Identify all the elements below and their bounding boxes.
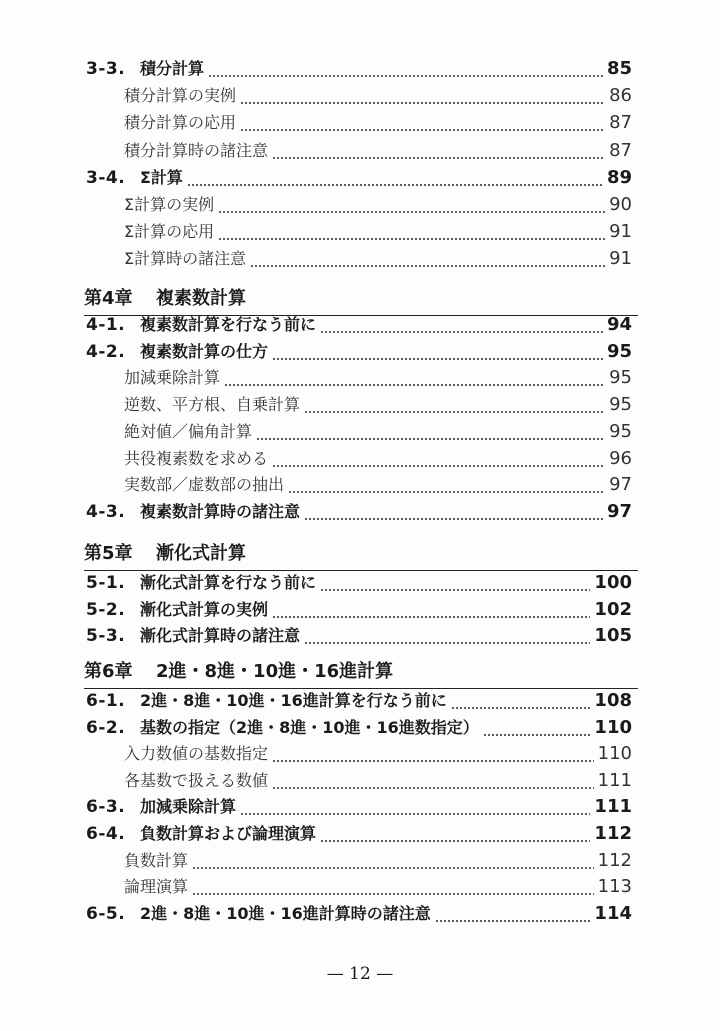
toc-entry xyxy=(0,392,720,418)
entry-title: 複素数計算の仕方 xyxy=(140,341,269,361)
toc-entry xyxy=(0,56,720,82)
leader-dots xyxy=(256,423,605,441)
leader-dots xyxy=(240,798,590,816)
entry-page-number: 100 xyxy=(594,572,632,593)
entry-page-number: 87 xyxy=(609,139,632,161)
toc-entry xyxy=(0,499,720,525)
page-number-footer: — 12 — xyxy=(326,964,394,984)
entry-title: 加減乗除計算 xyxy=(124,368,221,388)
entry-title: 積分計算時の諸注意 xyxy=(124,140,269,160)
leader-dots xyxy=(304,396,605,414)
leader-dots xyxy=(272,601,590,619)
leader-dots xyxy=(272,142,605,160)
toc-entry xyxy=(0,83,720,109)
leader-dots xyxy=(304,627,590,645)
chapter-label: 第5章 xyxy=(84,543,133,564)
leader-dots xyxy=(192,852,594,870)
chapter-title: 複素数計算 xyxy=(156,288,246,309)
leader-dots xyxy=(208,60,603,78)
toc-entry xyxy=(0,312,720,338)
leader-dots xyxy=(250,250,605,268)
toc-entry xyxy=(0,419,720,445)
leader-dots xyxy=(218,196,605,214)
entry-page-number: 91 xyxy=(609,221,632,243)
entry-title: 共役複素数を求める xyxy=(124,448,269,468)
leader-dots xyxy=(224,369,605,387)
entry-title: 漸化式計算の実例 xyxy=(140,599,269,619)
entry-number: 5-2. xyxy=(86,599,126,620)
entry-title: 漸化式計算を行なう前に xyxy=(140,573,317,592)
leader-dots xyxy=(192,878,594,896)
entry-page-number: 95 xyxy=(609,367,632,389)
chapter-title: 漸化式計算 xyxy=(156,543,246,564)
toc-entry xyxy=(0,339,720,365)
leader-dots xyxy=(320,316,603,334)
leader-dots xyxy=(272,450,605,468)
toc-entry xyxy=(0,110,720,136)
entry-page-number: 89 xyxy=(606,166,632,188)
toc-entry xyxy=(0,901,720,927)
entry-title: 積分計算の応用 xyxy=(124,113,237,133)
toc-entry xyxy=(0,768,720,794)
entry-page-number: 96 xyxy=(609,447,632,469)
entry-title: Σ計算の実例 xyxy=(124,195,215,214)
entry-title: 2進・8進・10進・16進計算を行なう前に xyxy=(140,691,447,710)
toc-entry xyxy=(0,138,720,164)
leader-dots xyxy=(272,745,594,763)
entry-page-number: 95 xyxy=(609,394,632,416)
leader-dots xyxy=(187,169,603,187)
entry-title: 積分計算の実例 xyxy=(124,86,237,106)
entry-title: Σ計算 xyxy=(140,167,183,187)
entry-page-number: 112 xyxy=(597,849,632,871)
toc-entry xyxy=(0,597,720,623)
entry-title: 各基数で扱える数値 xyxy=(124,770,269,790)
leader-dots xyxy=(272,343,603,361)
entry-title: 逆数、平方根、自乗計算 xyxy=(124,395,301,415)
entry-page-number: 108 xyxy=(594,690,632,711)
leader-dots xyxy=(435,905,590,923)
entry-title: 複素数計算時の諸注意 xyxy=(140,501,301,521)
entry-page-number: 91 xyxy=(609,248,632,270)
entry-page-number: 110 xyxy=(594,716,632,738)
entry-number: 6-4. xyxy=(86,824,126,844)
entry-number: 4-3. xyxy=(86,501,126,522)
entry-page-number: 95 xyxy=(609,420,632,442)
toc-entry xyxy=(0,688,720,714)
entry-page-number: 86 xyxy=(609,85,632,107)
entry-page-number: 111 xyxy=(597,769,632,791)
toc-entry xyxy=(0,741,720,767)
entry-page-number: 97 xyxy=(606,500,632,522)
leader-dots xyxy=(288,476,605,494)
leader-dots xyxy=(320,574,590,592)
entry-page-number: 110 xyxy=(597,743,632,765)
entry-number: 6-3. xyxy=(86,797,126,818)
entry-number: 4-1. xyxy=(86,315,126,335)
entry-title: 論理演算 xyxy=(124,877,189,897)
leader-dots xyxy=(240,114,605,132)
entry-title: 負数計算 xyxy=(124,850,189,870)
toc-entry xyxy=(0,219,720,245)
chapter-label: 第6章 xyxy=(84,661,133,682)
entry-page-number: 85 xyxy=(606,58,632,79)
toc-entry xyxy=(0,365,720,391)
entry-number: 4-2. xyxy=(86,341,126,362)
entry-title: 2進・8進・10進・16進計算時の諸注意 xyxy=(140,903,431,923)
leader-dots xyxy=(272,772,594,790)
entry-title: 絶対値／偏角計算 xyxy=(124,421,253,441)
entry-page-number: 87 xyxy=(609,112,632,134)
entry-number: 6-2. xyxy=(86,717,126,738)
chapter-title: 2進・8進・10進・16進計算 xyxy=(156,661,394,682)
entry-title: 漸化式計算時の諸注意 xyxy=(140,626,301,645)
leader-dots xyxy=(304,503,603,521)
toc-entry xyxy=(0,821,720,847)
chapter-label: 第4章 xyxy=(84,288,133,309)
toc-entry xyxy=(0,165,720,191)
leader-dots xyxy=(320,825,590,843)
entry-title: 基数の指定（2進・8進・10進・16進数指定） xyxy=(140,717,479,737)
entry-number: 6-5. xyxy=(86,903,126,924)
entry-page-number: 111 xyxy=(594,796,632,818)
entry-number: 3-4. xyxy=(86,167,126,188)
toc-entry xyxy=(0,246,720,272)
toc-entry xyxy=(0,472,720,498)
entry-title: 負数計算および論理演算 xyxy=(140,824,317,843)
entry-title: Σ計算時の諸注意 xyxy=(124,249,247,269)
entry-title: 複素数計算を行なう前に xyxy=(140,315,317,334)
entry-title: 入力数値の基数指定 xyxy=(124,744,269,764)
entry-page-number: 113 xyxy=(597,876,632,898)
chapter-5-heading xyxy=(84,540,638,571)
entry-number: 3-3. xyxy=(86,59,126,79)
entry-page-number: 102 xyxy=(594,598,632,620)
toc-entry xyxy=(0,874,720,900)
entry-title: 加減乗除計算 xyxy=(140,797,237,817)
toc-entry xyxy=(0,446,720,472)
toc-entry xyxy=(0,570,720,596)
leader-dots xyxy=(483,719,590,737)
entry-number: 6-1. xyxy=(86,691,126,711)
entry-page-number: 97 xyxy=(609,474,632,496)
entry-title: 積分計算 xyxy=(140,59,205,78)
entry-title: 実数部／虚数部の抽出 xyxy=(124,475,285,495)
entry-number: 5-3. xyxy=(86,626,126,646)
toc-entry xyxy=(0,623,720,649)
leader-dots xyxy=(240,87,605,105)
leader-dots xyxy=(451,692,590,710)
toc-entry xyxy=(0,715,720,741)
entry-page-number: 112 xyxy=(594,823,632,844)
entry-page-number: 105 xyxy=(594,625,632,646)
toc-entry xyxy=(0,794,720,820)
entry-page-number: 114 xyxy=(594,902,632,924)
leader-dots xyxy=(218,223,605,241)
chapter-6-heading xyxy=(84,658,638,689)
toc-entry xyxy=(0,848,720,874)
entry-page-number: 94 xyxy=(606,314,632,335)
toc-entry xyxy=(0,192,720,218)
entry-title: Σ計算の応用 xyxy=(124,222,215,242)
entry-page-number: 95 xyxy=(606,340,632,362)
entry-page-number: 90 xyxy=(609,194,632,215)
entry-number: 5-1. xyxy=(86,573,126,593)
